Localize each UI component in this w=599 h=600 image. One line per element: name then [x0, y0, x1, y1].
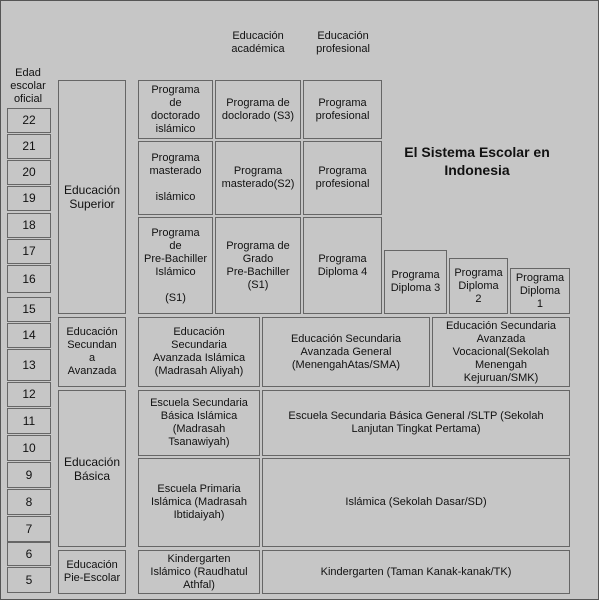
islamic-doctorate-program: Programa de doctorado islámico: [138, 80, 213, 139]
age-cell: 20: [7, 160, 51, 185]
vocational-upper-secondary: Educación Secundaria Avanzada Vocacional(Sekolah Menengah Kejuruan/SMK): [432, 317, 570, 387]
islamic-masters-program: Programa masterado islámico: [138, 141, 213, 215]
diploma-2-program: Programa Diploma 2: [449, 258, 508, 314]
general-lower-secondary: Escuela Secundaria Básica General /SLTP (Sekolah Lanjutan Tingkat Pertama): [262, 390, 570, 456]
level-pre-escolar: Educación Pie-Escolar: [58, 550, 126, 594]
diagram-title: El Sistema Escolar en Indonesia: [404, 144, 550, 178]
level-basica: Educación Básica: [58, 390, 126, 547]
age-cell: 17: [7, 239, 51, 264]
age-cell: 14: [7, 323, 51, 348]
age-column-header: Edad escolar oficial: [10, 67, 46, 105]
islamic-primary-school: Escuela Primaria Islámica (Madrasah Ibtidaiyah): [138, 458, 260, 547]
general-upper-secondary: Educación Secundaria Avanzada General (MenengahAtas/SMA): [262, 317, 430, 387]
age-cell: 19: [7, 186, 51, 211]
age-cell: 10: [7, 435, 51, 461]
age-cell: 16: [7, 265, 51, 293]
pre-bachelor-s1-program: Programa de Grado Pre-Bachiller (S1): [215, 217, 301, 314]
professional-program-masters-level: Programa profesional: [303, 141, 382, 215]
level-superior: Educación Superior: [58, 80, 126, 314]
diploma-3-program: Programa Diploma 3: [384, 250, 447, 314]
age-cell: 5: [7, 567, 51, 593]
academic-education-header: Educación académica: [231, 30, 285, 55]
age-cell: 11: [7, 408, 51, 434]
age-cell: 18: [7, 213, 51, 238]
professional-program-doctorate-level: Programa profesional: [303, 80, 382, 139]
diploma-4-program: Programa Diploma 4: [303, 217, 382, 314]
age-cell: 7: [7, 516, 51, 542]
age-cell: 22: [7, 108, 51, 133]
age-cell: 15: [7, 297, 51, 322]
islamic-kindergarten: Kindergarten Islámico (Raudhatul Athfal): [138, 550, 260, 594]
doctorate-s3-program: Programa de doclorado (S3): [215, 80, 301, 139]
professional-education-header: Educación profesional: [316, 30, 370, 55]
masters-s2-program: Programa masterado(S2): [215, 141, 301, 215]
islamic-pre-bachelor-program: Programa de Pre-Bachiller Islámico (S1): [138, 217, 213, 314]
age-cell: 9: [7, 462, 51, 488]
age-cell: 21: [7, 134, 51, 159]
age-cell: 13: [7, 349, 51, 381]
islamic-lower-secondary: Escuela Secundaria Básica Islámica (Madrasah Tsanawiyah): [138, 390, 260, 456]
level-secundaria-avanzada: Educación Secundan a Avanzada: [58, 317, 126, 387]
age-cell: 8: [7, 489, 51, 515]
age-cell: 12: [7, 382, 51, 407]
islamic-upper-secondary: Educación Secundaria Avanzada Islámica (Madrasah Aliyah): [138, 317, 260, 387]
general-kindergarten: Kindergarten (Taman Kanak-kanak/TK): [262, 550, 570, 594]
diploma-1-program: Programa Diploma 1: [510, 268, 570, 314]
general-primary-school: Islámica (Sekolah Dasar/SD): [262, 458, 570, 547]
age-cell: 6: [7, 542, 51, 566]
